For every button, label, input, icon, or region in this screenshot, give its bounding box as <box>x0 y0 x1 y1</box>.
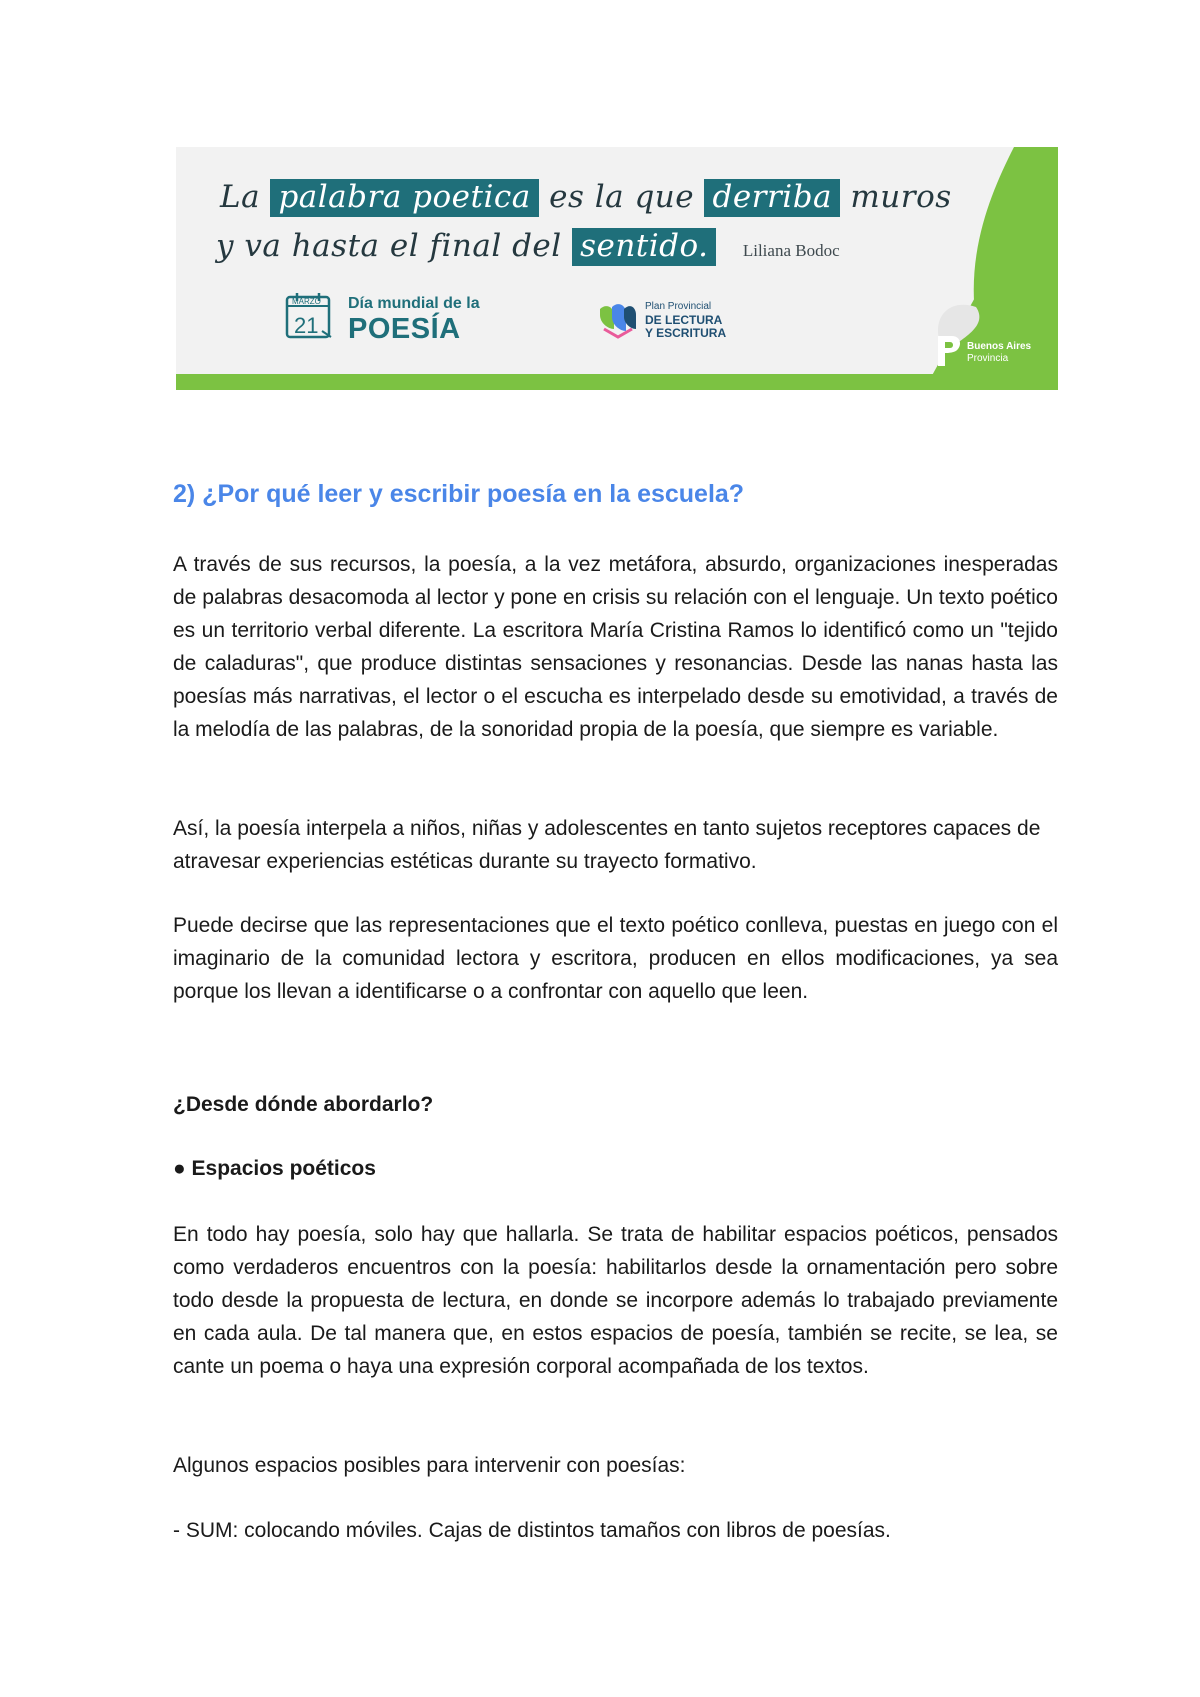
buenos-aires-logo-icon <box>936 334 962 368</box>
paragraph-algunos: Algunos espacios posibles para intervenir con poesías: <box>173 1454 686 1477</box>
plan-provincial-logo-icon <box>598 299 638 339</box>
quote-highlight: palabra poetica <box>270 179 538 217</box>
quote-text: y va hasta el final del <box>216 228 562 264</box>
plan-lectura-label: DE LECTURA <box>645 313 723 327</box>
plan-escritura-label: Y ESCRITURA <box>645 326 727 340</box>
quote-text: muros <box>850 179 952 215</box>
paragraph-asi: Así, la poesía interpela a niños, niñas y adolescentes en tanto sujetos receptores capaces de atravesar experiencias estéticas durante su trayecto formativo. <box>173 817 1041 873</box>
subheading-desde-donde: ¿Desde dónde abordarlo? <box>173 1093 434 1116</box>
quote-text: La <box>220 179 261 215</box>
calendar-month: MARZO <box>292 297 321 306</box>
calendar-day: 21 <box>294 313 319 338</box>
quote-highlight: derriba <box>704 179 840 217</box>
paragraph-representaciones: Puede decirse que las representaciones que el texto poético conlleva, puestas en juego con el imaginario de la comunidad lectora y escritora, producen en ellos modificaciones, ya sea porque los llevan a identificarse o a confrontar con aquello que leen. <box>173 914 1058 1003</box>
bullet-heading-espacios: ● Espacios poéticos <box>173 1157 376 1180</box>
banner <box>176 147 1058 390</box>
dia-mundial-label: Día mundial de la <box>348 295 480 312</box>
buenos-aires-label: Buenos Aires <box>967 341 1032 352</box>
poesia-label: POESÍA <box>348 313 461 345</box>
quote-highlight: sentido. <box>572 228 716 266</box>
quote-text: es la que <box>549 179 695 215</box>
provincia-label: Provincia <box>967 353 1009 364</box>
section-heading: 2) ¿Por qué leer y escribir poesía en la escuela? <box>173 480 745 508</box>
list-item-sum: - SUM: colocando móviles. Cajas de distintos tamaños con libros de poesías. <box>173 1519 891 1542</box>
paragraph-espacios: En todo hay poesía, solo hay que hallarla. Se trata de habilitar espacios poéticos, pensados como verdaderos encuentros con la poesía: habilitarlos desde la ornamentación pero sobre todo desde la propuesta de lectura, en donde se incorpore además lo trabajado previamente en cada aula. De tal manera que, en estos espacios de poesía, también se recite, se lea, se cante un poema o haya una expresión corporal acompañada de los textos. <box>173 1223 1058 1378</box>
plan-provincial-label: Plan Provincial <box>645 301 712 312</box>
quote-line-2 <box>216 228 840 264</box>
quote-author: Liliana Bodoc <box>742 241 840 260</box>
paragraph-recursos: A través de sus recursos, la poesía, a la vez metáfora, absurdo, organizaciones inesperadas de palabras desacomoda al lector y pone en crisis su relación con el lenguaje. Un texto poético es un territorio verbal diferente. La escritora María Cristina Ramos lo identificó como un "tejido de caladuras", que produce distintas sensaciones y resonancias. Desde las nanas hasta las poesías más narrativas, el lector o el escucha es interpelado desde su emotividad, a través de la melodía de las palabras, de la sonoridad propia de la poesía, que siempre es variable. <box>173 553 1058 741</box>
quote-line-1 <box>220 179 952 215</box>
